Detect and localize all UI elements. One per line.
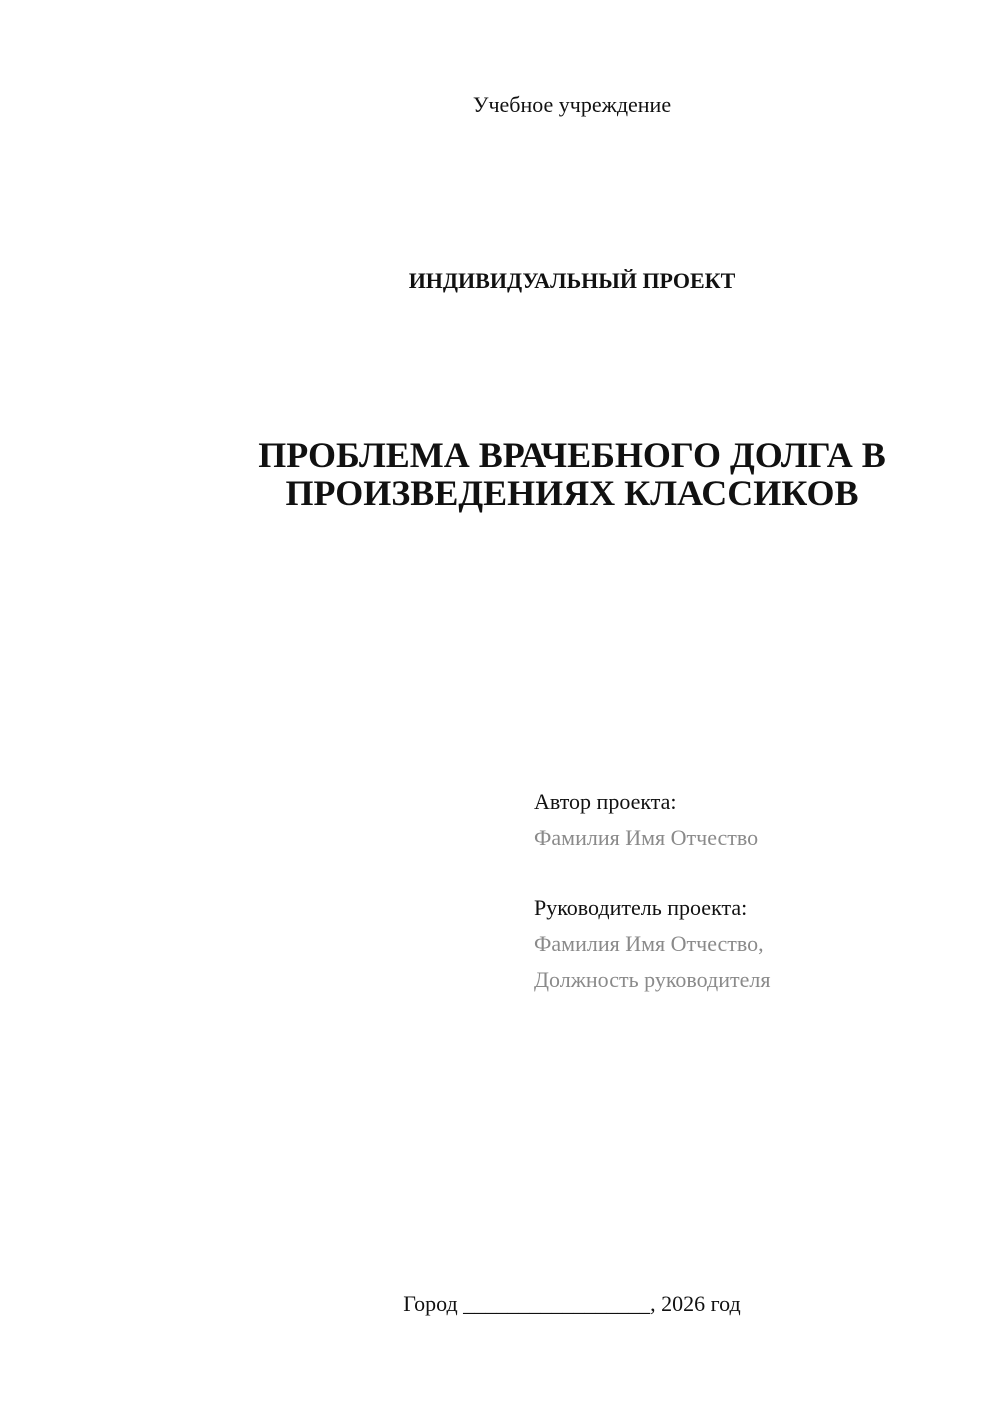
project-title-line-2: ПРОИЗВЕДЕНИЯХ КЛАССИКОВ bbox=[285, 473, 859, 513]
institution-name: Учебное учреждение bbox=[472, 92, 672, 117]
supervisor-position: Должность руководителя bbox=[534, 967, 771, 992]
supervisor-name: Фамилия Имя Отчество, bbox=[534, 931, 764, 956]
project-title bbox=[72, 436, 1000, 512]
project-title-line-1: ПРОБЛЕМА ВРАЧЕБНОГО ДОЛГА В bbox=[258, 435, 886, 475]
author-name: Фамилия Имя Отчество bbox=[534, 825, 759, 850]
city-year-footer: Город _________________, 2026 год bbox=[403, 1291, 741, 1316]
document-type: ИНДИВИДУАЛЬНЫЙ ПРОЕКТ bbox=[408, 268, 736, 293]
supervisor-label: Руководитель проекта: bbox=[534, 895, 748, 920]
author-label: Автор проекта: bbox=[534, 789, 677, 814]
